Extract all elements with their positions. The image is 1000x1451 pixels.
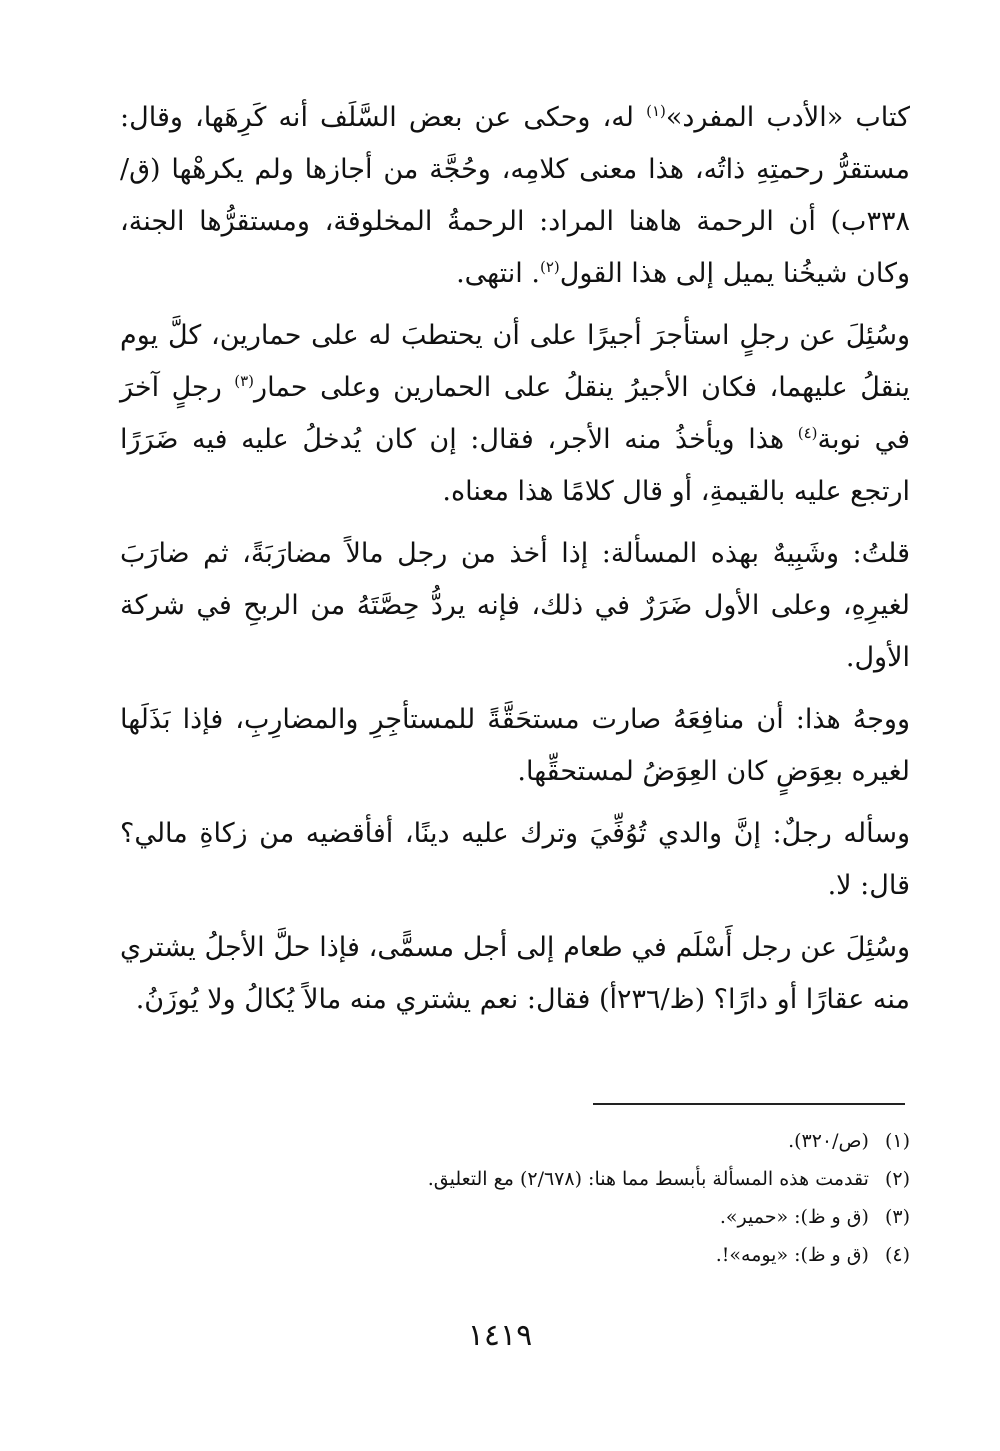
text-segment: . انتهى. — [456, 258, 540, 289]
text-segment: وسأله رجلٌ: إنَّ والدي تُوُفِّيَ وترك عليه دينًا، أفأقضيه من زكاةِ مالي؟ قال: لا. — [120, 818, 910, 901]
footnote-reference-1: (١) — [646, 102, 666, 120]
text-segment: ووجهُ هذا: أن منافِعَهُ صارت مستحَقَّةً للمستأجِرِ والمضارِبِ، فإذا بَذَلَها لغيره بعِوَضٍ كان العِوَضُ لمستحقِّها. — [120, 704, 910, 787]
footnote-reference-3: (٣) — [234, 372, 255, 390]
footnote-2 — [120, 1160, 910, 1198]
text-segment: وسُئِلَ عن رجل أَسْلَم في طعام إلى أجل مسمًّى، فإذا حلَّ الأجلُ يشتري منه عقارًا أو دارًا؟ (ظ/٢٣٦أ) فقال: نعم يشتري منه مالاً يُكالُ ولا يُوزَنُ. — [120, 932, 910, 1015]
footnote-text: تقدمت هذه المسألة بأبسط مما هنا: (٢/٦٧٨) مع التعليق. — [427, 1168, 869, 1190]
footnote-divider — [593, 1103, 905, 1105]
footnote-text: (ص/٣٢٠). — [788, 1130, 869, 1152]
footnote-number: (٣) — [884, 1206, 910, 1228]
text-segment: قلتُ: وشَبِيهٌ بهذه المسألة: إذا أخذ من رجل مالاً مضارَبَةً، ثم ضارَبَ لغيرِهِ، وعلى الأول ضَرَرٌ في ذلك، فإنه يردُّ حِصَّتَهُ من الربحِ في شركة الأول. — [120, 538, 910, 673]
footnote-text: (ق و ظ): «حمير». — [719, 1206, 869, 1228]
footnote-1 — [120, 1122, 910, 1160]
paragraph-5 — [120, 808, 910, 912]
footnote-4 — [120, 1236, 910, 1274]
footnote-reference-4: (٤) — [797, 424, 818, 442]
text-segment: له، وحكى عن بعض السَّلَف أنه كَرِهَها، وقال: مستقرُّ رحمتِهِ ذاتُه، هذا معنى كلامِه، وحُجَّة من أجازها ولم يكرهْها (ق/٣٣٨ب) أن الرحمة هاهنا المراد: الرحمةُ المخلوقة، ومستقرُّها الجنة، وكان شيخُنا يميل إلى هذا القول — [120, 102, 910, 289]
footnote-number: (١) — [884, 1130, 910, 1152]
footnote-number: (٢) — [884, 1168, 910, 1190]
footnote-3 — [120, 1198, 910, 1236]
paragraph-2 — [120, 310, 910, 518]
page-number: ١٤١٩ — [467, 1318, 533, 1353]
paragraph-4 — [120, 694, 910, 798]
text-segment: رجلٍ آخرَ في نوبة — [120, 372, 910, 455]
text-segment: كتاب «الأدب المفرد» — [665, 102, 910, 133]
footnote-number: (٤) — [884, 1244, 910, 1266]
main-text — [120, 92, 910, 1036]
footnote-text: (ق و ظ): «يومه»!. — [715, 1244, 869, 1266]
paragraph-3 — [120, 528, 910, 684]
paragraph-6 — [120, 922, 910, 1026]
footnotes — [120, 1122, 910, 1274]
paragraph-1 — [120, 92, 910, 300]
text-segment: وسُئِلَ عن رجلٍ استأجرَ أجيرًا على أن يحتطبَ له على حمارين، كلَّ يوم ينقلُ عليهما، فكان الأجيرُ ينقلُ على الحمارين وعلى حمار — [120, 320, 910, 403]
text-segment: هذا ويأخذُ منه الأجر، فقال: إن كان يُدخلُ عليه فيه ضَرَرًا ارتجع عليه بالقيمةِ، أو قال كلامًا هذا معناه. — [120, 424, 910, 507]
footnote-reference-2: (٢) — [539, 258, 560, 276]
